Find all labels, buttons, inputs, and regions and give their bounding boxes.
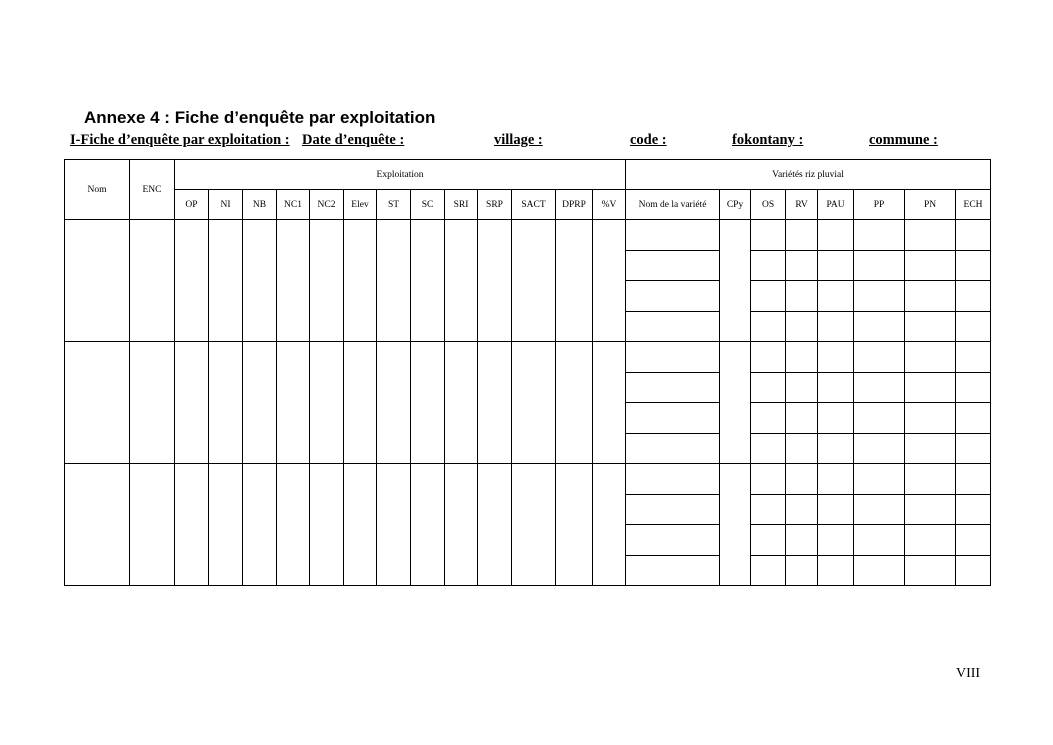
exploitation-column-header: NC2 [310, 190, 344, 220]
variete-name-cell[interactable] [626, 372, 720, 403]
exploitation-cell[interactable] [344, 220, 377, 342]
exploitation-cell[interactable] [512, 342, 556, 464]
variete-column-header: CPy [720, 190, 751, 220]
variete-column-header: Nom de la variété [626, 190, 720, 220]
exploitation-cell[interactable] [243, 464, 277, 586]
variete-data-cell[interactable] [854, 494, 905, 525]
variete-data-cell[interactable] [905, 433, 956, 464]
variete-data-cell[interactable] [854, 464, 905, 495]
variete-data-cell[interactable] [956, 494, 991, 525]
variete-name-cell[interactable] [626, 403, 720, 434]
exploitation-cell[interactable] [310, 342, 344, 464]
exploitation-cell[interactable] [377, 220, 411, 342]
variete-data-cell[interactable] [786, 555, 818, 586]
exploitation-cell[interactable] [478, 220, 512, 342]
exploitation-cell[interactable] [377, 342, 411, 464]
exploitation-cell[interactable] [593, 220, 626, 342]
exploitation-cell[interactable] [344, 342, 377, 464]
exploitation-cell[interactable] [512, 220, 556, 342]
variete-data-cell[interactable] [905, 372, 956, 403]
variete-data-cell[interactable] [786, 464, 818, 495]
survey-header-line [70, 132, 1000, 152]
variete-data-cell[interactable] [905, 555, 956, 586]
exploitation-cell[interactable] [445, 220, 478, 342]
variete-data-cell[interactable] [854, 433, 905, 464]
variete-name-cell[interactable] [626, 494, 720, 525]
enc-cell[interactable] [130, 464, 175, 586]
exploitation-cell[interactable] [243, 220, 277, 342]
variete-data-cell[interactable] [818, 494, 854, 525]
variete-data-cell[interactable] [786, 372, 818, 403]
fiche-label: I-Fiche d’enquête par exploitation : [70, 132, 290, 148]
variete-data-cell[interactable] [956, 403, 991, 434]
variete-data-cell[interactable] [905, 464, 956, 495]
variete-data-cell[interactable] [905, 342, 956, 373]
variete-data-cell[interactable] [905, 250, 956, 281]
variete-data-cell[interactable] [751, 281, 786, 312]
variete-data-cell[interactable] [751, 372, 786, 403]
exploitation-column-header: OP [175, 190, 209, 220]
table-row [65, 220, 991, 251]
exploitation-cell[interactable] [593, 464, 626, 586]
variete-data-cell[interactable] [956, 220, 991, 251]
exploitation-cell[interactable] [411, 342, 445, 464]
exploitation-column-header: ST [377, 190, 411, 220]
table-row [65, 464, 991, 495]
variete-data-cell[interactable] [751, 464, 786, 495]
exploitation-column-header: DPRP [556, 190, 593, 220]
commune-label: commune : [869, 132, 938, 148]
variete-data-cell[interactable] [818, 250, 854, 281]
exploitation-column-header: NC1 [277, 190, 310, 220]
variete-data-cell[interactable] [786, 403, 818, 434]
variete-data-cell[interactable] [956, 525, 991, 556]
variete-data-cell[interactable] [854, 525, 905, 556]
variete-data-cell[interactable] [751, 433, 786, 464]
exploitation-cell[interactable] [512, 464, 556, 586]
nom-cell[interactable] [65, 464, 130, 586]
exploitation-cell[interactable] [209, 464, 243, 586]
exploitation-cell[interactable] [310, 220, 344, 342]
variete-data-cell[interactable] [751, 250, 786, 281]
variete-data-cell[interactable] [818, 464, 854, 495]
village-label: village : [494, 132, 543, 148]
variete-data-cell[interactable] [854, 342, 905, 373]
variete-name-cell[interactable] [626, 311, 720, 342]
exploitation-column-header: SACT [512, 190, 556, 220]
variete-data-cell[interactable] [956, 250, 991, 281]
table-row [65, 342, 991, 373]
cpy-cell[interactable] [720, 342, 751, 464]
exploitation-cell[interactable] [445, 464, 478, 586]
variete-data-cell[interactable] [786, 281, 818, 312]
exploitation-column-header: %V [593, 190, 626, 220]
variete-data-cell[interactable] [818, 555, 854, 586]
variete-name-cell[interactable] [626, 342, 720, 373]
variete-data-cell[interactable] [905, 220, 956, 251]
variete-name-cell[interactable] [626, 525, 720, 556]
variete-name-cell[interactable] [626, 250, 720, 281]
variete-data-cell[interactable] [854, 403, 905, 434]
exploitation-cell[interactable] [175, 342, 209, 464]
variete-data-cell[interactable] [786, 342, 818, 373]
exploitation-cell[interactable] [277, 220, 310, 342]
nom-cell[interactable] [65, 342, 130, 464]
variete-data-cell[interactable] [786, 311, 818, 342]
variete-data-cell[interactable] [905, 311, 956, 342]
exploitation-column-header: SRI [445, 190, 478, 220]
enc-cell[interactable] [130, 220, 175, 342]
variete-data-cell[interactable] [956, 342, 991, 373]
variete-column-header: PN [905, 190, 956, 220]
variete-data-cell[interactable] [786, 494, 818, 525]
exploitation-cell[interactable] [478, 342, 512, 464]
exploitation-cell[interactable] [344, 464, 377, 586]
exploitation-cell[interactable] [243, 342, 277, 464]
page-title: Annexe 4 : Fiche d’enquête par exploitation [84, 108, 436, 127]
cpy-cell[interactable] [720, 220, 751, 342]
variete-name-cell[interactable] [626, 433, 720, 464]
variete-column-header: RV [786, 190, 818, 220]
variete-data-cell[interactable] [818, 342, 854, 373]
variete-data-cell[interactable] [956, 281, 991, 312]
variete-data-cell[interactable] [786, 433, 818, 464]
variete-data-cell[interactable] [905, 525, 956, 556]
exploitation-cell[interactable] [277, 342, 310, 464]
exploitation-column-header: SC [411, 190, 445, 220]
variete-data-cell[interactable] [751, 494, 786, 525]
variete-data-cell[interactable] [818, 281, 854, 312]
variete-data-cell[interactable] [854, 555, 905, 586]
variete-data-cell[interactable] [905, 494, 956, 525]
exploitation-cell[interactable] [209, 220, 243, 342]
exploitation-column-header: Elev [344, 190, 377, 220]
exploitation-cell[interactable] [445, 342, 478, 464]
variete-data-cell[interactable] [818, 220, 854, 251]
variete-data-cell[interactable] [818, 403, 854, 434]
variete-column-header: PAU [818, 190, 854, 220]
survey-table [64, 159, 991, 586]
exploitation-cell[interactable] [411, 220, 445, 342]
variete-data-cell[interactable] [956, 372, 991, 403]
variete-column-header: PP [854, 190, 905, 220]
variete-data-cell[interactable] [786, 525, 818, 556]
variete-data-cell[interactable] [818, 311, 854, 342]
variete-data-cell[interactable] [751, 403, 786, 434]
variete-data-cell[interactable] [818, 372, 854, 403]
exploitation-cell[interactable] [209, 342, 243, 464]
exploitation-cell[interactable] [411, 464, 445, 586]
variete-data-cell[interactable] [751, 342, 786, 373]
exploitation-cell[interactable] [175, 464, 209, 586]
nom-cell[interactable] [65, 220, 130, 342]
exploitation-cell[interactable] [377, 464, 411, 586]
enc-header: ENC [130, 160, 175, 220]
variete-data-cell[interactable] [786, 220, 818, 251]
variete-name-cell[interactable] [626, 281, 720, 312]
variete-name-cell[interactable] [626, 220, 720, 251]
exploitation-cell[interactable] [556, 342, 593, 464]
variete-data-cell[interactable] [956, 464, 991, 495]
varietes-header: Variétés riz pluvial [626, 160, 991, 190]
variete-data-cell[interactable] [751, 220, 786, 251]
variete-data-cell[interactable] [905, 403, 956, 434]
variete-data-cell[interactable] [786, 250, 818, 281]
code-label: code : [630, 132, 667, 148]
nom-header: Nom [65, 160, 130, 220]
exploitation-cell[interactable] [310, 464, 344, 586]
exploitation-header: Exploitation [175, 160, 626, 190]
exploitation-column-header: NI [209, 190, 243, 220]
exploitation-column-header: SRP [478, 190, 512, 220]
variete-data-cell[interactable] [956, 311, 991, 342]
fokontany-label: fokontany : [732, 132, 804, 148]
variete-data-cell[interactable] [818, 525, 854, 556]
variete-data-cell[interactable] [956, 433, 991, 464]
exploitation-cell[interactable] [593, 342, 626, 464]
variete-data-cell[interactable] [854, 311, 905, 342]
variete-data-cell[interactable] [956, 555, 991, 586]
exploitation-cell[interactable] [277, 464, 310, 586]
exploitation-cell[interactable] [556, 464, 593, 586]
exploitation-cell[interactable] [556, 220, 593, 342]
variete-data-cell[interactable] [751, 555, 786, 586]
variete-data-cell[interactable] [905, 281, 956, 312]
variete-data-cell[interactable] [854, 372, 905, 403]
variete-data-cell[interactable] [751, 525, 786, 556]
variete-column-header: OS [751, 190, 786, 220]
cpy-cell[interactable] [720, 464, 751, 586]
variete-column-header: ECH [956, 190, 991, 220]
variete-data-cell[interactable] [751, 311, 786, 342]
variete-name-cell[interactable] [626, 555, 720, 586]
variete-data-cell[interactable] [854, 250, 905, 281]
enc-cell[interactable] [130, 342, 175, 464]
variete-name-cell[interactable] [626, 464, 720, 495]
exploitation-column-header: NB [243, 190, 277, 220]
variete-data-cell[interactable] [854, 281, 905, 312]
variete-data-cell[interactable] [854, 220, 905, 251]
variete-data-cell[interactable] [818, 433, 854, 464]
date-label: Date d’enquête : [302, 132, 405, 148]
exploitation-cell[interactable] [478, 464, 512, 586]
exploitation-cell[interactable] [175, 220, 209, 342]
page-number: VIII [956, 666, 981, 681]
